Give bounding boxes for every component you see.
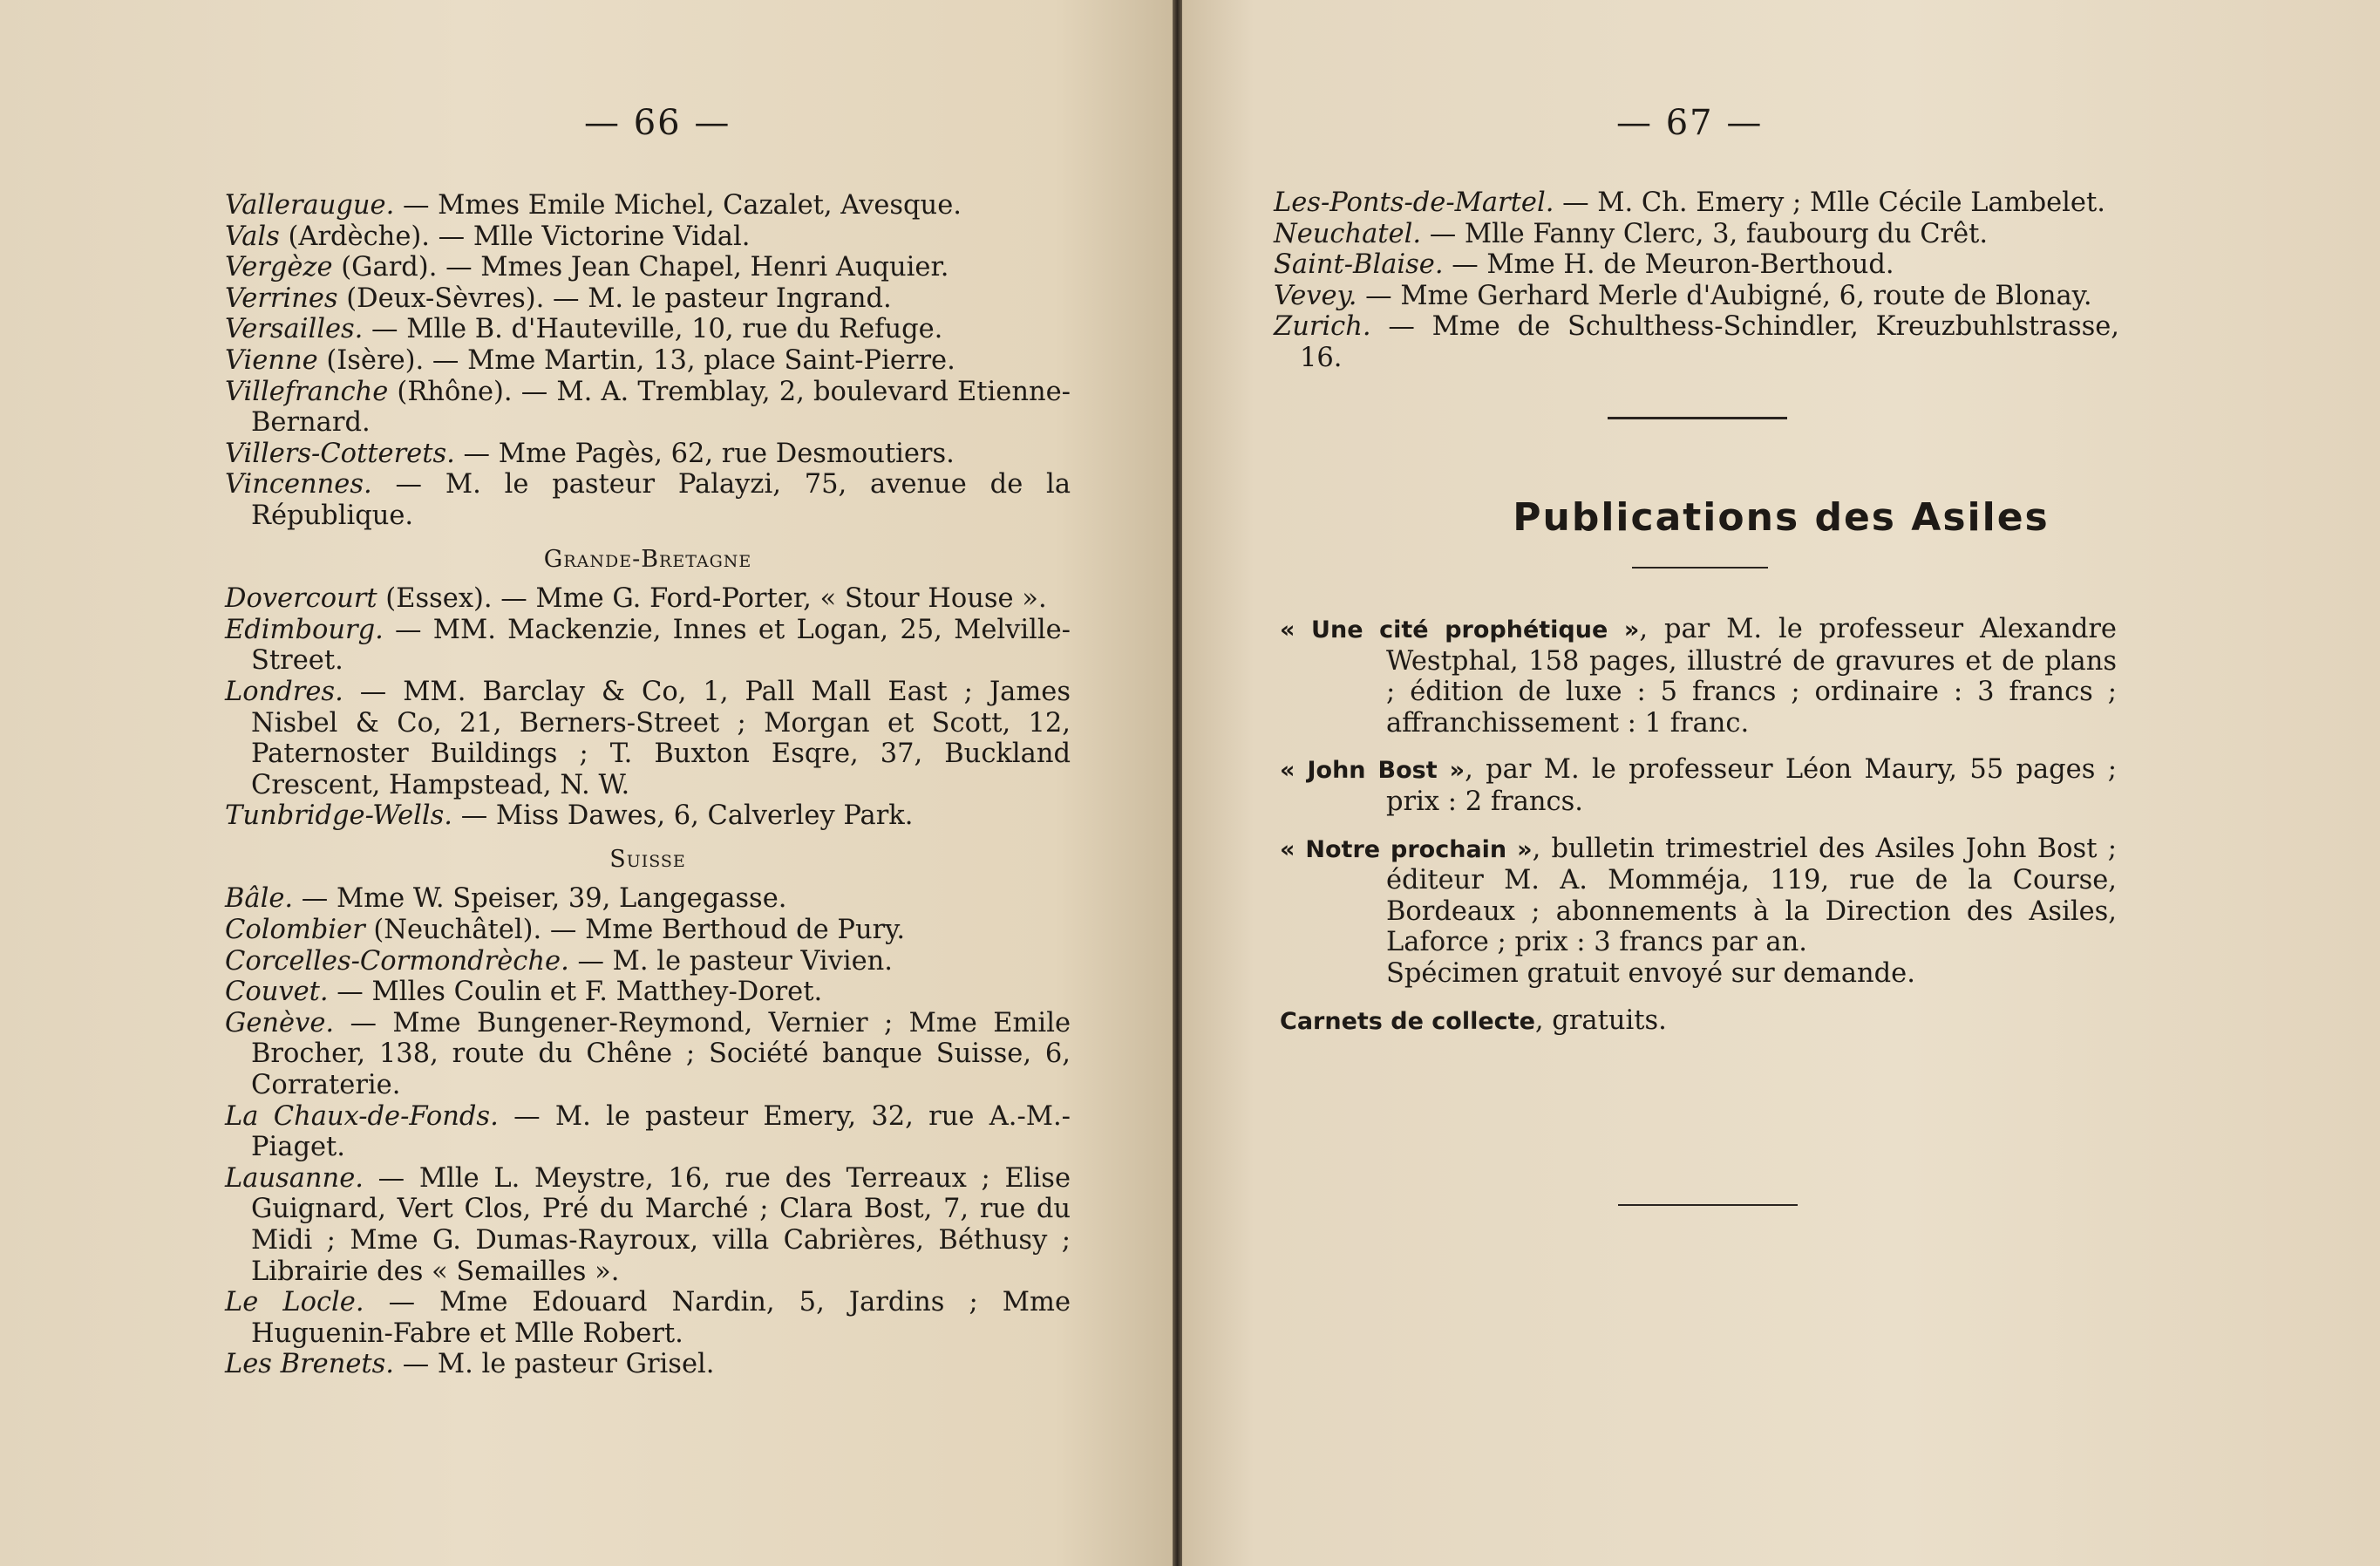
entry-text: — Mme Pagès, 62, rue Desmoutiers.	[454, 438, 955, 469]
place-name: Neuchatel.	[1274, 218, 1422, 249]
entry-text: — M. le pasteur Grisel.	[394, 1349, 715, 1380]
entry-text: — Mme Gerhard Merle d'Aubigné, 6, route de Blonay.	[1357, 280, 2092, 311]
carnets-title: Carnets de collecte	[1280, 1007, 1535, 1035]
page-right	[1182, 0, 2380, 1566]
folio-left: — 66 —	[584, 103, 731, 143]
entry-text: — M. le pasteur Emery, 32, rue A.-M.-Piaget.	[251, 1100, 1071, 1163]
entries-france	[225, 190, 1071, 532]
place-name: Les Brenets.	[225, 1349, 394, 1380]
entry-text: — Mme W. Speiser, 39, Langegasse.	[293, 883, 787, 915]
list-item	[225, 377, 1071, 439]
place-name: Colombier	[225, 915, 365, 946]
entry-text: (Gard). — Mmes Jean Chapel, Henri Auquier.	[332, 252, 949, 283]
entry-text: — Miss Dawes, 6, Calverley Park.	[452, 800, 914, 832]
publication-item	[1280, 834, 2117, 958]
entry-text: (Neuchâtel). — Mme Berthoud de Pury.	[364, 915, 906, 946]
entries-ch-continued	[1274, 187, 2119, 374]
place-name: La Chaux-de-Fonds.	[225, 1100, 499, 1132]
publications-list	[1280, 614, 2117, 1037]
divider-bottom	[1618, 1204, 1798, 1206]
list-item	[225, 677, 1071, 800]
list-item	[225, 190, 1071, 221]
list-item	[225, 439, 1071, 470]
list-item	[225, 1287, 1071, 1349]
place-name: Bâle.	[225, 883, 294, 915]
entry-text: — Mme de Schulthess-Schindler, Kreuzbuhlstrasse, 16.	[1300, 311, 2119, 373]
publication-description: , bulletin trimestriel des Asiles John Bost ; éditeur M. A. Momméja, 119, rue de la Course, Bordeaux ; abonnements à la Direction des Asiles, Laforce ; prix : 3 francs par an.	[1386, 833, 2117, 958]
list-item	[1274, 249, 2119, 281]
list-item	[225, 946, 1071, 977]
entry-text: (Isère). — Mme Martin, 13, place Saint-Pierre.	[317, 344, 955, 376]
list-item	[225, 1008, 1071, 1101]
entry-text: (Rhône). — M. A. Tremblay, 2, boulevard Etienne-Bernard.	[251, 376, 1071, 439]
divider-under-title	[1632, 567, 1768, 569]
entry-text: (Deux-Sèvres). — M. le pasteur Ingrand.	[337, 283, 892, 314]
list-item	[225, 1349, 1071, 1380]
entry-text: — Mme Edouard Nardin, 5, Jardins ; Mme Huguenin-Fabre et Mlle Robert.	[251, 1287, 1071, 1349]
specimen-note: Spécimen gratuit envoyé sur demande.	[1386, 957, 1915, 989]
list-item	[225, 469, 1071, 531]
place-name: Le Locle.	[225, 1287, 364, 1318]
entry-text: — Mmes Emile Michel, Cazalet, Avesque.	[394, 190, 962, 221]
list-item	[225, 800, 1071, 832]
list-item	[225, 345, 1071, 377]
list-item	[225, 283, 1071, 315]
list-item	[225, 1163, 1071, 1287]
page-left	[0, 0, 1173, 1566]
place-name: Genève.	[225, 1007, 335, 1038]
entry-text: — Mlles Coulin et F. Matthey-Doret.	[328, 977, 823, 1008]
list-item	[225, 252, 1071, 283]
publication-item	[1280, 614, 2117, 739]
publications-heading: Publications des Asiles	[1513, 495, 2050, 540]
entry-text: — MM. Barclay & Co, 1, Pall Mall East ; James Nisbel & Co, 21, Berners-Street ; Morgan et Scott, 12, Paternoster Buildings ; T. Buxton Esqre, 37, Buckland Crescent, Hampstead, N. W.	[251, 676, 1071, 800]
divider-top	[1608, 417, 1787, 419]
entry-text: — Mlle B. d'Hauteville, 10, rue du Refuge.	[363, 314, 943, 345]
place-name: Lausanne.	[225, 1162, 364, 1194]
place-name: Couvet.	[225, 977, 329, 1008]
place-name: Tunbridge-Wells.	[225, 800, 452, 832]
entries-gb	[225, 583, 1071, 832]
list-item	[225, 883, 1071, 915]
carnets-text: , gratuits.	[1534, 1004, 1667, 1036]
list-item	[1274, 187, 2119, 219]
list-item	[1274, 311, 2119, 373]
list-item	[225, 915, 1071, 946]
publication-items	[1280, 614, 2117, 958]
folio-right: — 67 —	[1616, 103, 1764, 143]
place-name: Villefranche	[225, 376, 389, 407]
entry-text: — M. le pasteur Palayzi, 75, avenue de la République.	[251, 469, 1071, 531]
right-entries	[1274, 187, 2119, 374]
publication-item	[1280, 754, 2117, 817]
list-item	[225, 221, 1071, 253]
place-name: Edimbourg.	[225, 614, 384, 645]
entry-text: — M. Ch. Emery ; Mlle Cécile Lambelet.	[1554, 187, 2105, 218]
entry-text: — MM. Mackenzie, Innes et Logan, 25, Melville-Street.	[251, 614, 1071, 677]
list-item	[1274, 281, 2119, 312]
place-name: Villers-Cotterets.	[225, 438, 455, 469]
list-item	[225, 1101, 1071, 1163]
place-name: Saint-Blaise.	[1274, 249, 1444, 281]
list-item	[1274, 219, 2119, 250]
place-name: Vals	[225, 221, 280, 252]
place-name: Verrines	[225, 283, 338, 314]
section-heading-ch: Suisse	[609, 845, 686, 873]
place-name: Vevey.	[1274, 280, 1357, 311]
entry-text: — Mme Bungener-Reymond, Vernier ; Mme Emile Brocher, 138, route du Chêne ; Société banque Suisse, 6, Corraterie.	[251, 1007, 1071, 1101]
entry-text: — Mlle Fanny Clerc, 3, faubourg du Crêt.	[1421, 218, 1989, 249]
place-name: Londres.	[225, 676, 343, 707]
entries-ch	[225, 883, 1071, 1380]
left-entries	[225, 190, 1071, 1380]
place-name: Valleraugue.	[225, 190, 395, 221]
publication-description: , par M. le professeur Alexandre Westphal, 158 pages, illustré de gravures et de plans ; édition de luxe : 5 francs ; ordinaire : 3 francs ; affranchissement : 1 franc.	[1386, 614, 2117, 739]
entry-text: (Essex). — Mme G. Ford-Porter, « Stour House ».	[377, 583, 1047, 615]
entry-text: (Ardèche). — Mlle Victorine Vidal.	[279, 221, 751, 252]
place-name: Vergèze	[225, 252, 333, 283]
entry-text: — Mme H. de Meuron-Berthoud.	[1443, 249, 1894, 281]
place-name: Versailles.	[225, 314, 364, 345]
place-name: Vienne	[225, 344, 318, 376]
place-name: Les-Ponts-de-Martel.	[1274, 187, 1554, 218]
list-item	[225, 583, 1071, 615]
place-name: Corcelles-Cormondrèche.	[225, 945, 569, 977]
publication-title: « Notre prochain »	[1280, 835, 1533, 863]
publication-title: « John Bost »	[1280, 757, 1465, 785]
section-heading-gb: Grande-Bretagne	[543, 545, 752, 573]
list-item	[225, 977, 1071, 1008]
place-name: Vincennes.	[225, 469, 372, 500]
list-item	[225, 314, 1071, 345]
entry-text: — Mlle L. Meystre, 16, rue des Terreaux ; Elise Guignard, Vert Clos, Pré du Marché ; Clara Bost, 7, rue du Midi ; Mme G. Dumas-Rayroux, villa Cabrières, Béthusy ; Librairie des « Semailles ».	[251, 1162, 1071, 1287]
entry-text: — M. le pasteur Vivien.	[568, 945, 893, 977]
place-name: Dovercourt	[225, 583, 377, 615]
book-gutter	[1173, 0, 1182, 1566]
place-name: Zurich.	[1274, 311, 1371, 343]
list-item	[225, 615, 1071, 677]
publication-title: « Une cité prophétique »	[1280, 616, 1640, 643]
carnets-line	[1280, 1005, 2117, 1038]
publication-description: , par M. le professeur Léon Maury, 55 pages ; prix : 2 francs.	[1386, 754, 2117, 817]
